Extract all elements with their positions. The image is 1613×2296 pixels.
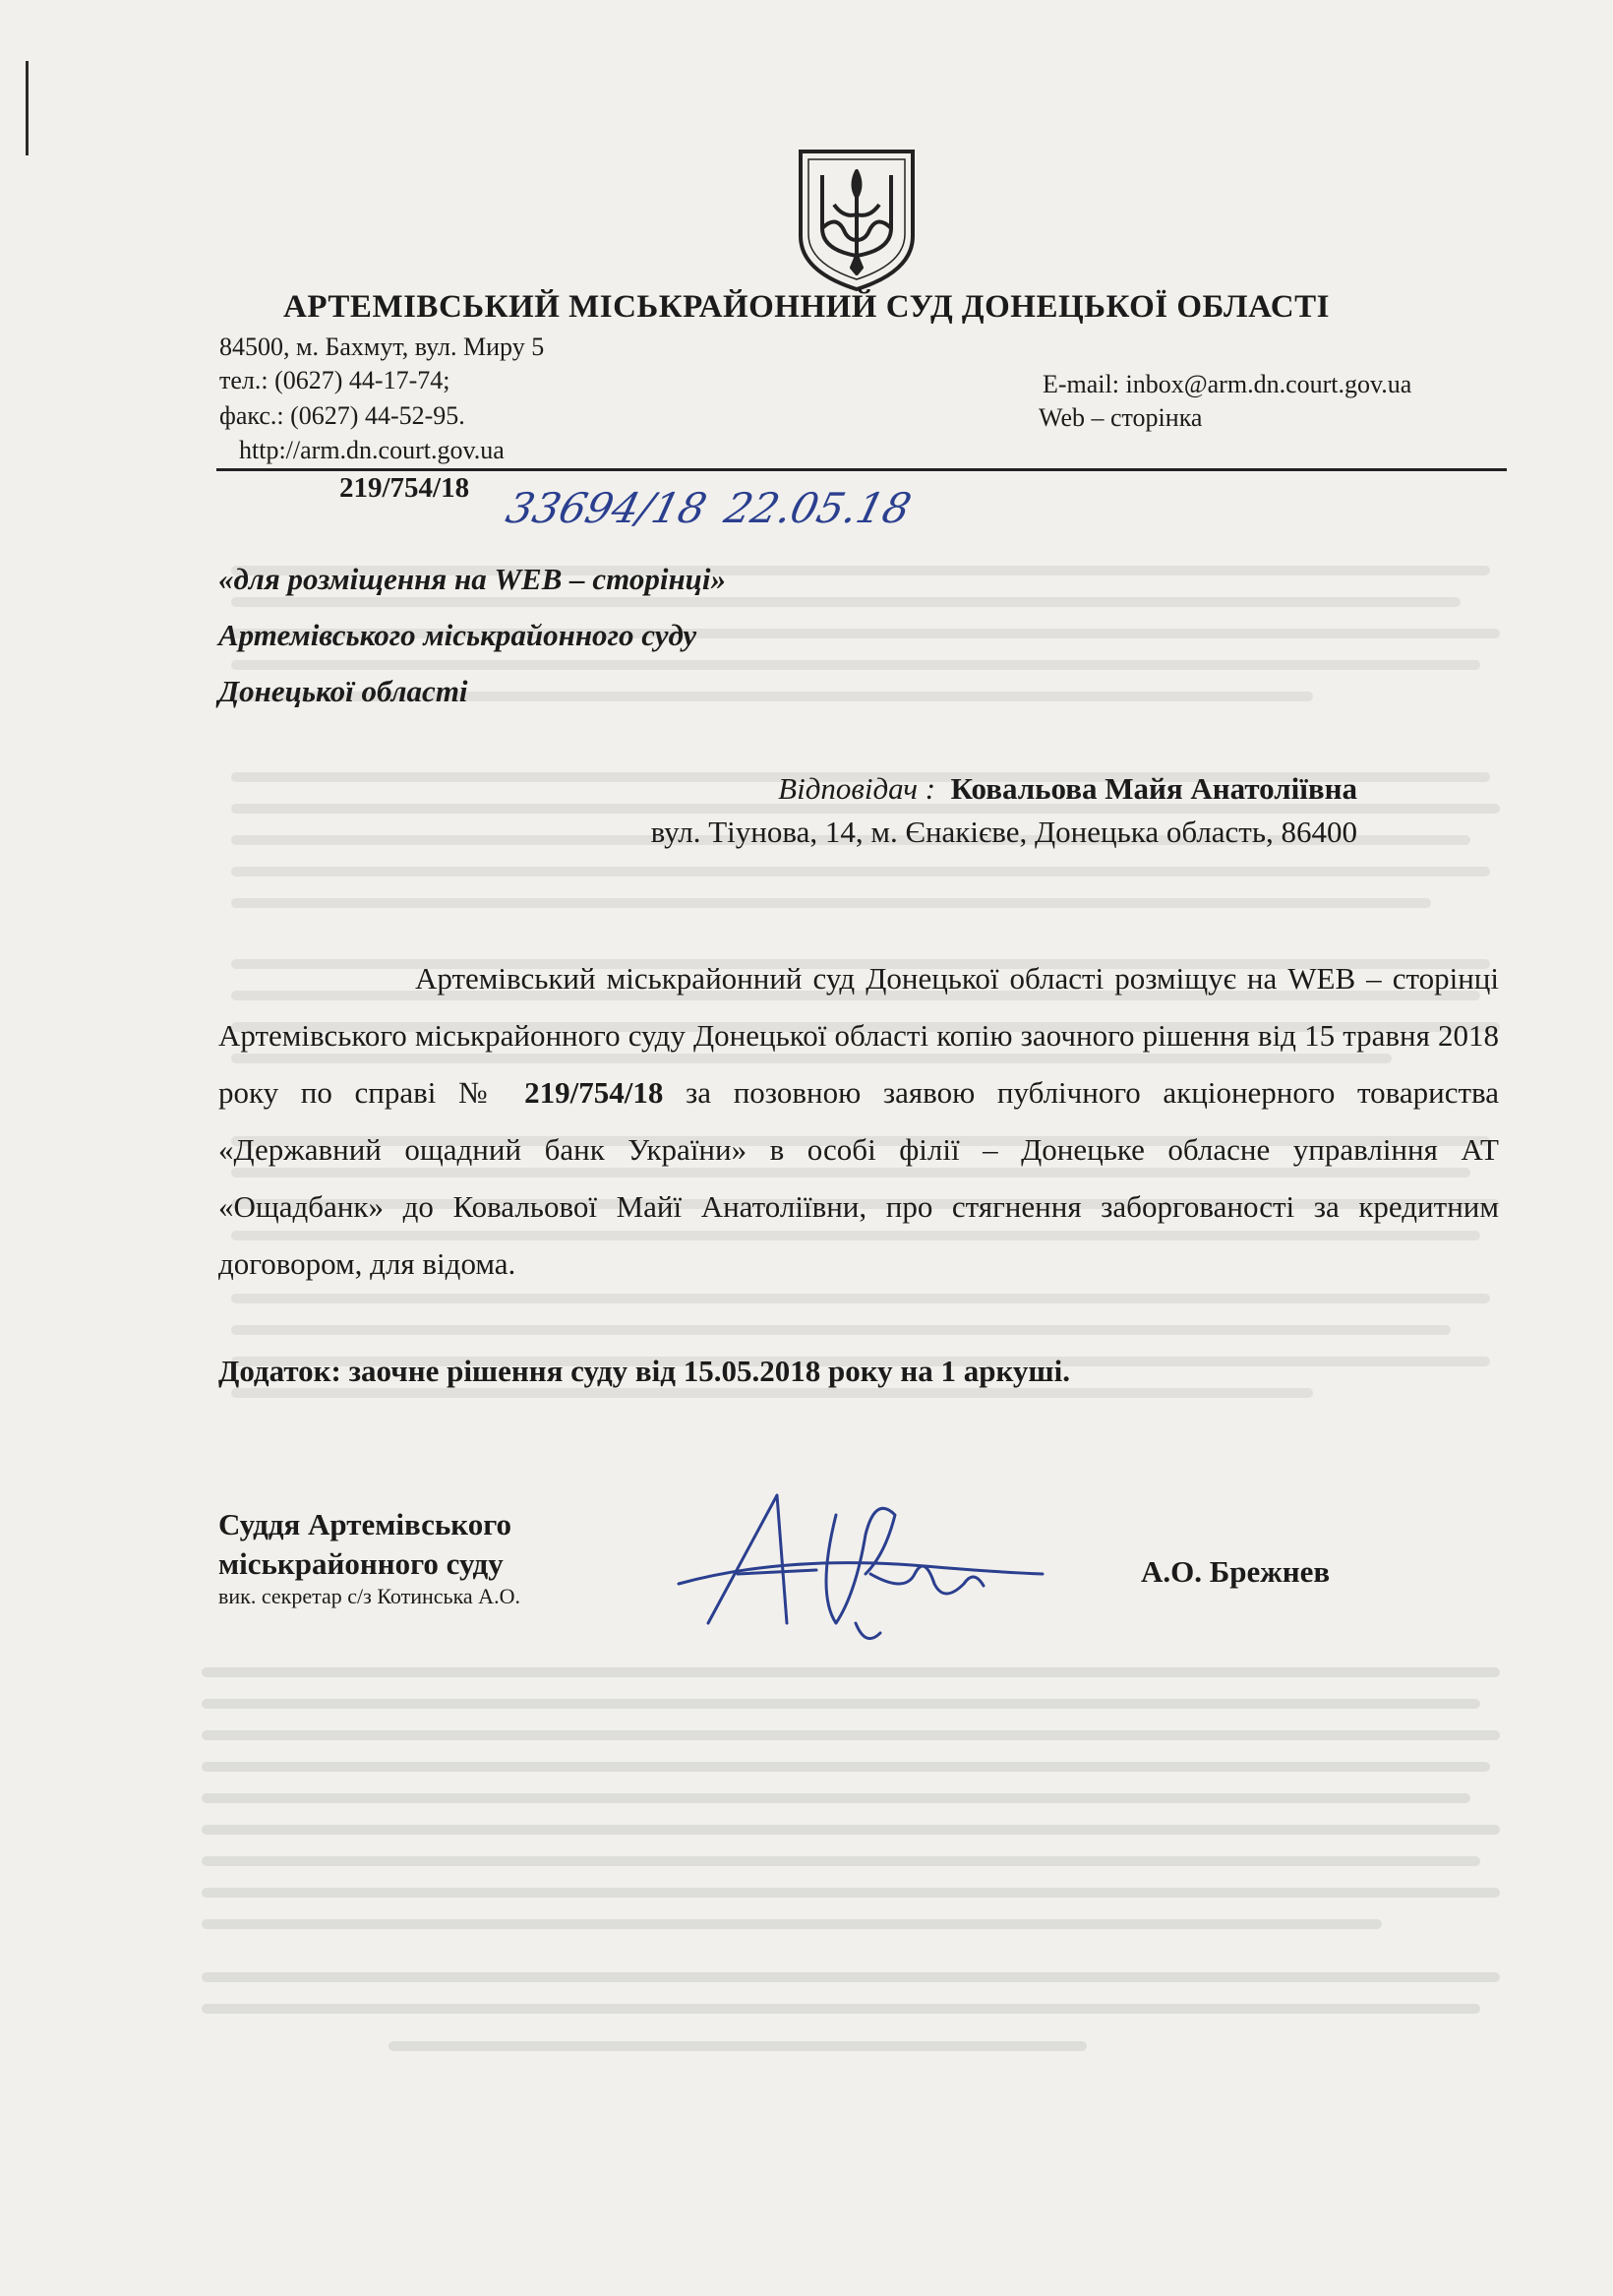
court-email[interactable]: E-mail: inbox@arm.dn.court.gov.ua — [1043, 370, 1412, 398]
respondent-block — [651, 767, 1357, 854]
respondent-name: Ковальова Майя Анатоліївна — [950, 771, 1357, 806]
coat-of-arms-icon — [793, 146, 921, 293]
court-address: 84500, м. Бахмут, вул. Миру 5 — [219, 332, 545, 361]
court-web-label: Web – сторінка — [1039, 403, 1203, 432]
secretary-note: вик. секретар с/з Котинська А.О. — [218, 1584, 520, 1608]
header-divider — [216, 468, 1507, 471]
bleed-through-lower — [197, 1653, 1515, 2071]
case-number: 219/754/18 — [339, 472, 470, 504]
web-placement-line2: Артемівського міськрайонного суду — [218, 618, 697, 652]
scan-edge-mark — [26, 61, 29, 155]
body-part1: Артемівський міськрайонний суд Донецької області розміщує на WEB – сторінці Артемівського міськрайонного суду Донецької області копію заочного рішення від 15 травня 2018 року по справі № — [218, 961, 1499, 1110]
bleed-through-lower-lines — [197, 1653, 1515, 2066]
court-fax: факс.: (0627) 44-52-95. — [219, 401, 465, 430]
respondent-address: вул. Тіунова, 14, м. Єнакієве, Донецька область, 86400 — [650, 815, 1357, 849]
attachment-note: Додаток: заочне рішення суду від 15.05.2018 року на 1 аркуші. — [218, 1354, 1070, 1388]
handwritten-reg-number: 33694/18 — [501, 484, 712, 532]
handwritten-signature-icon — [669, 1476, 1062, 1662]
court-phone: тел.: (0627) 44-17-74; — [219, 366, 450, 394]
court-name: АРТЕМІВСЬКИЙ МІСЬКРАЙОННИЙ СУД ДОНЕЦЬКОЇ ОБЛАСТІ — [283, 289, 1330, 325]
handwritten-date: 22.05.18 — [719, 484, 917, 532]
web-placement-line1: «для розміщення на WEB – сторінці» — [218, 562, 727, 596]
signer-title-line2: міськрайонного суду — [218, 1546, 504, 1581]
body-case-ref: 219/754/18 — [524, 1075, 664, 1110]
signer-title — [218, 1505, 511, 1584]
respondent-label: Відповідач : — [778, 771, 936, 806]
body-paragraph — [218, 950, 1499, 1293]
web-placement-block — [218, 551, 726, 719]
respondent-line — [651, 767, 1357, 811]
court-website-link[interactable]: http://arm.dn.court.gov.ua — [239, 436, 505, 464]
judge-name: А.О. Брежнев — [1141, 1554, 1331, 1589]
signer-title-line1: Суддя Артемівського — [218, 1507, 512, 1541]
web-placement-line3: Донецької області — [218, 674, 468, 708]
body-part2: за позовною заявою публічного акціонерного товариства «Державний ощадний банк України» в особі філії – Донецьке обласне управління АТ «Ощадбанк» до Ковальової Майї Анатоліївни, про стягнення заборгованості за кредитним договором, для відома. — [218, 1075, 1499, 1281]
